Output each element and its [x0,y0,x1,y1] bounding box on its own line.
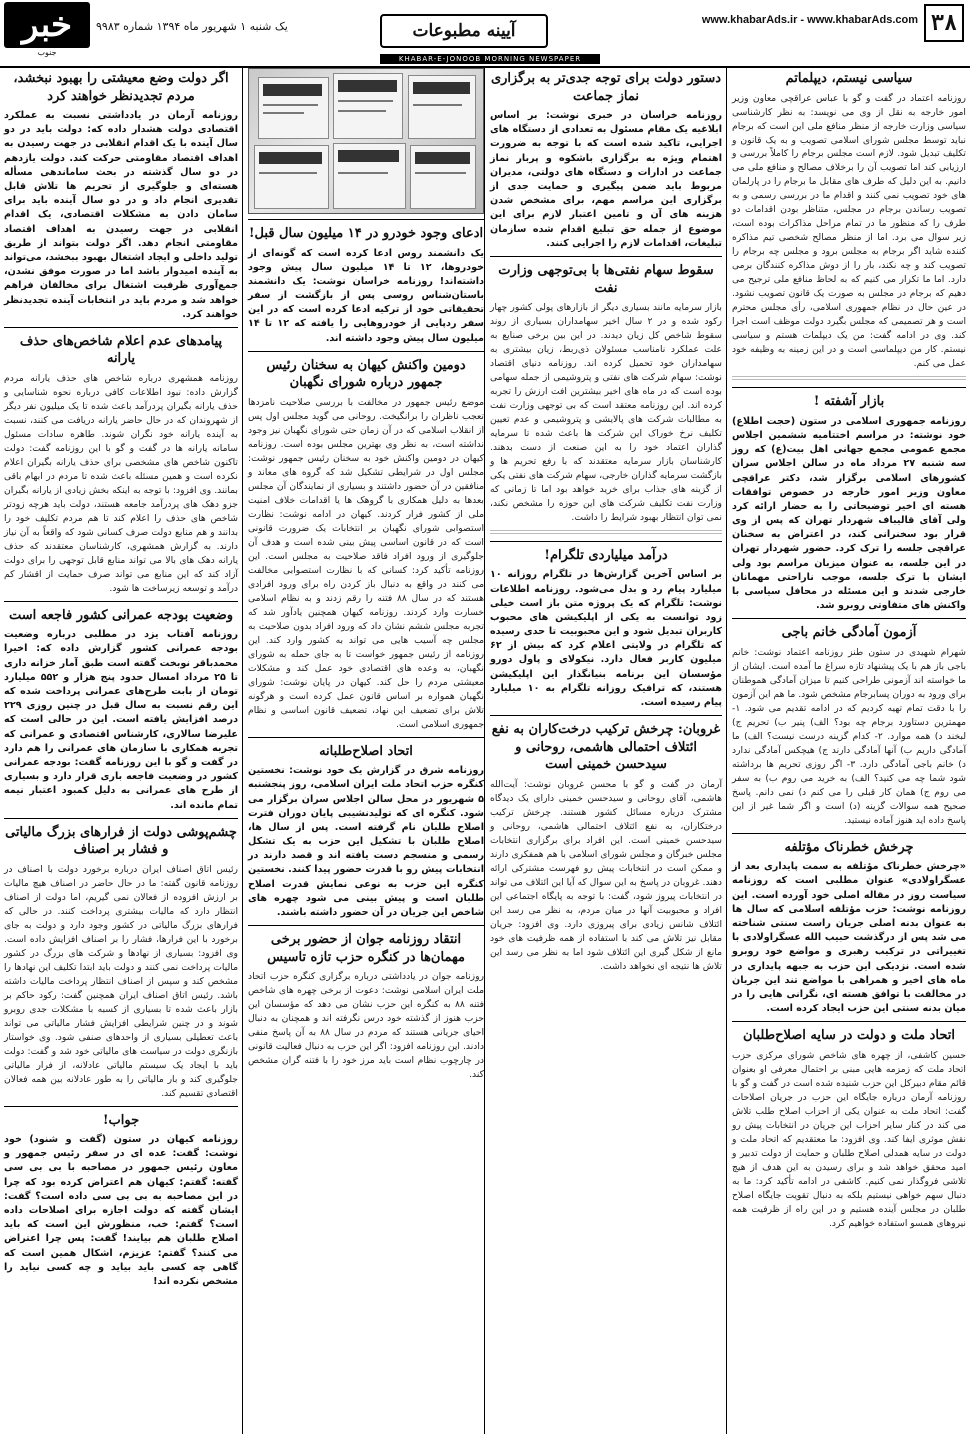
left-column [4,68,238,1294]
paper-line [259,172,317,174]
article-title: بازار آشفته ! [813,394,885,410]
right-column [732,68,966,1236]
paper-line [415,172,466,174]
article-title: دومین واکنش کیهان به سخنان رئیس جمهور درباره شورای نگهبان [266,357,466,391]
newspaper-thumb [333,73,403,139]
divider [248,737,484,738]
paper-masthead-shape [413,82,470,94]
paper-masthead-shape [338,150,399,162]
date-issue: یک شنبه ۱ شهریور ماه ۱۳۹۴ شماره ۹۹۸۳ [96,20,288,33]
divider [732,618,966,619]
newspaper-thumb [333,143,406,209]
newspaper-logo: خبر [4,2,90,48]
paper-line [263,104,318,106]
article-title: پیامدهای عدم اعلام شاخص‌های حذف یارانه [19,333,223,367]
divider [248,351,484,352]
article-body: شهرام شهیدی در ستون طنز روزنامه اعتماد نوشت: خانم باجی باز هم با یک پیشنهاد تازه سراغ ما آمده است. ایشان از ما خواسته اند آزمونی طراحی کنیم تا میزان آمادگی هموطنان برای ورود به دوران پسابرجام مشخص شود. ما هم این آزمون را با دقت تمام تهیه کردیم که در ادامه تقدیم می شود. ۱- مهمترین دستاورد برجام چه بود؟ الف) پنیر ب) تحریم ج) لبخند د) همه موارد. ۲- کدام گزینه درست نیست؟ الف) ما آمادگی داریم ب) آنها آمادگی دارند ج) هیچکس آمادگی ندارد د) خانم باجی آمادگی دارد. ۳- اگر روزی تحریم ها برداشته شود شما چه می کنید؟ الف) به خرید می روم ب) به سفر می روم ج) همان کار قبلی را می کنم د) نمی دانم. پاسخ صحیح همه سوالات گزینه (د) است و اگر شما غیر از این پاسخ داده اید هنوز آماده نیستید. [732,646,966,826]
divider [4,601,238,602]
divider [732,387,966,388]
article-lead: روزنامه جمهوری اسلامی در ستون (حجت اطلاع) خود نوشته: در مراسم اختتامیه ششمین اجلاس مجمع عمومی مجمع جهانی اهل بیت(ع) که روز سه شنبه ۲۷ مرداد ماه در سالن اجلاس سران کشورهای اسلامی برگزار شد، دکتر عراقچی معاون وزیر امور خارجه در خصوص توافقات هسته ای اخیر توضیحاتی را به حضار ارائه کرد ولی آقای قالیباف شهردار تهران که پس از وی قرار بود سخنرانی کند، در اعتراض به سخنان عراقچی جلسه را ترک کرد. حضور شهردار تهران در این جلسه، به عنوان میزبان مراسم بود ولی ایشان با ترک جلسه، موجب ناراحتی مهمانان خارجی شدند و این مسئله در محافل سیاسی با واکنش های متفاوتی روبرو شد. [732,415,966,612]
article-lead: «چرخش خطرناک مؤتلفه به سمت پایداری بعد از عسگراولادی» عنوان مطلبی است که روزنامه سیاست روز در مقاله اصلی خود آورده است. این روزنامه نوشت: حزب مؤتلفه اسلامی که سال ها به عنوان بدنه اصلی جریان راست سنتی شناخته می شد پس از درگذشت حبیب الله عسگراولادی با تغییراتی در ترکیب رهبری و مواضع خود روبرو شده است. نزدیکی این حزب به جبهه پایداری در ماه های اخیر و همراهی با مواضع تند این جریان در مخالفت با توافق هسته ای، نگرانی هایی را در میان بدنه سنتی این حزب ایجاد کرده است. [732,861,966,1015]
article-title: درآمد میلیاردی تلگرام! [544,547,668,563]
article-body: بازار سرمایه مانند بسیاری دیگر از بازارهای پولی کشور چهار رکود شده و در ۲ سال اخیر سهامداران بسیاری از روند سقوط شاخص کل زیان دیدند. در این بین برخی صنایع به علت عملکرد نامناسب مسئولان ذی‌ربط، زیان بیشتری به سهامداران خود تحمیل کرده اند. روزنامه دنیای اقتصاد نوشت: سهام شرکت های نفتی و پتروشیمی از جمله سهامی بوده است که در ماه های اخیر بیشترین افت ارزش را تجربه کرده اند. این روزنامه معتقد است که بی توجهی وزارت نفت به مطالبات شرکت های پالایشی و پتروشیمی و عدم تعیین تکلیف نرخ خوراک این شرکت ها باعث شده تا سرمایه گذاران اعتماد خود را به این صنعت از دست بدهند. کارشناسان بازار سرمایه معتقدند که با رفع تحریم ها و بازگشت سرمایه گذاران خارجی، سهام شرکت های نفتی یکی از گزینه های جذاب برای خرید خواهد بود اما تا زمانی که وزارت نفت تکلیف شرکت های این حوزه را مشخص نکند، نمی توان انتظار بهبود شرایط را داشت. [490,302,722,523]
logo-subtitle: جنوب [37,48,57,57]
divider [4,818,238,819]
article-body: روزنامه همشهری درباره شاخص های حذف یارانه مردم گزارش داده: نبود اطلاعات کافی درباره نحوه شناسایی و حذف یارانه بگیران پردرآمد باعث شده تا یک میلیون نفر دیگر از شهروندان که در حال حاضر یارانه دریافت می کنند، نسبت به آینده یارانه خود نگران شوند. طاهره سادات مسئول سامانه یارانه ها در گفت و گو با این روزنامه گفت: دولت تاکنون شاخص های مشخصی برای حذف یارانه بگیران اعلام نکرده است و همین مسئله باعث شده تا مردم در ابهام باقی بمانند. وی افزود: با توجه به اینکه بخش زیادی از یارانه بگیران جزو دهک های پردرآمد جامعه هستند، دولت باید هرچه زودتر شاخص های حذف را اعلام کند تا هم مردم تکلیف خود را بدانند و هم منابع دولت صرف کسانی شود که واقعاً به آن نیاز دارند. به گزارش همشهری، کارشناسان معتقدند که حذف یارانه دهک های بالا می تواند منابع قابل توجهی را برای دولت آزاد کند که این منابع می تواند صرف حمایت از اقشار کم درآمد و توسعه زیرساخت ها شود. [4,373,238,594]
paper-masthead-shape [259,152,322,164]
divider [732,1021,966,1022]
article-title: اتحاد اصلاح‌طلبانه [319,743,413,759]
article-body: آرمان در گفت و گو با محسن غروبان نوشت: آیت‌الله هاشمی، آقای روحانی و سیدحسن خمینی دارای یک دیدگاه مشترک درباره مسائل کشور هستند. چرخش ترکیب درختکاران، به نفع ائتلاف احتمالی هاشمی، روحانی و سیدحسن خمینی است. این افراد برای برگزاری انتخابات مجلس خبرگان و مجلس شورای اسلامی با هم همفکری دارند و ممکن است در انتخابات پیش رو فهرست مشترکی ارائه دهند. غروبان در پاسخ به این سوال که آیا این ائتلاف می تواند در انتخابات پیروز شود، گفت: با توجه به پایگاه اجتماعی این افراد و محبوبیت آنها در میان مردم، به نظر می رسد این ائتلاف شانس زیادی برای پیروزی دارد. وی افزود: جریان مقابل نیز تلاش می کند با استفاده از همه ظرفیت های خود مانع از شکل گیری این ائتلاف شود اما به نظر می رسد این تلاش ها نتیجه ای نخواهد داشت. [490,778,722,972]
article-title: دستور دولت برای توجه جدی‌تر به برگزاری نماز جماعت [490,71,722,104]
column-divider [242,68,243,1434]
article-lead: روزنامه خراسان در خبری نوشت: بر اساس ابلاغیه یک مقام مسئول به تعدادی از دستگاه های اجرایی، تاکید شده است که با توجه به ضرورت اهتمام ویژه به برگزاری باشکوه و پربار نماز جماعت در ادارات و دستگاه های دولتی، مدیران مربوط باید ضمن پیگیری و حمایت جدی از برگزاری این مراسم مهم، برای مشخص شدن هزینه های آن و تامین اعتبار لازم برای این موضوع از جمله حق تبلیغ اقدام شده سازمان تبلیغات، اقدامات لازم را اجرایی کنند. [490,110,722,249]
divider [732,833,966,834]
divider [490,715,722,716]
article-lead: روزنامه شرق در گزارش یک خود نوشت: نخستین کنگره حزب اتحاد ملت ایران اسلامی، روز پنجشنبه ۵ شهریور در محل سالن اجلاس سران برگزار می شود. کنگره ای که تولیدنشیبی پایان دوران فترت اصلاح طلبان نام گرفته است. پس از سال ها، اصلاح طلبان با تشکیل این حزب به یک تشکل رسمی و منسجم دست یافته اند و قصد دارند در انتخابات پیش رو با قدرت حضور پیدا کنند. نخستین کنگره این حزب به نوعی نمایش قدرت اصلاح طلبان است و پیش بینی می شود چهره های شاخص این جریان در آن حضور داشته باشند. [248,765,484,918]
article-lead: بر اساس آخرین گزارش‌ها در تلگرام روزانه ۱۰ میلیارد پیام رد و بدل می‌شود. روزنامه اطلاعات نوشت: تلگرام که یک پروژه متن باز است خیلی زود توانست به یکی از اپلیکیشن های محبوب کاربران تبدیل شود و این محبوبیت تا حدی رسیده که تلگرام در ولایتی اعلام کرد که بیش از ۶۲ میلیون کاربر فعال دارد. نیکولای و پاول دورو مؤسسان این برنامه بنیانگذار این اپلیکیشن هستند، که ترافیک روزانه تلگرام به ۱۰ میلیارد پیام رسیده است. [490,569,722,709]
article-body: روزنامه جوان در یادداشتی درباره برگزاری کنگره حزب اتحاد ملت ایران اسلامی نوشت: دعوت از برخی چهره های شاخص فتنه ۸۸ به کنگره این حزب نشان می دهد که مؤسسان این حزب هنوز از گذشته خود درس نگرفته اند و همچنان به دنبال احیای جریانی هستند که مردم در سال ۸۸ به آن پاسخ منفی دادند. این روزنامه افزود: اگر این حزب به دنبال فعالیت قانونی در چارچوب نظام است باید مرز خود را با فتنه گران مشخص کند. [248,971,485,1081]
site-url[interactable]: www.khabarAds.ir - www.khabarAds.com [701,14,918,26]
article-body: موضع رئیس جمهور در مخالفت با بررسی صلاحیت نامزدها تعجب ناظران را برانگیخت. روحانی می گوید مجلس اول پس از انقلاب اسلامی که در آن زمان حتی شورای نگهبان نیز وجود نداشته است، به نظر وی بهترین مجلس بوده است. روزنامه کیهان در دومین واکنش خود به سخنان رئیس جمهور نوشت: مجلس اول در شرایطی تشکیل شد که گروه های معاند و منافقین در آن حضور داشتند و بسیاری از نمایندگان آن مجلس بعدها به دلیل همکاری با گروهک ها یا اقدامات خلاف امنیت ملی از کشور فرار کردند. کیهان در ادامه نوشت: نظارت استصوابی شورای نگهبان بر انتخابات یک ضرورت قانونی است که در قانون اساسی پیش بینی شده است و هدف آن جلوگیری از ورود افراد فاقد صلاحیت به مجلس است. این روزنامه تأکید کرد: کسانی که با نظارت استصوابی مخالفت می کنند در واقع به دنبال باز کردن راه برای ورود افرادی هستند که در سال ۸۸ فتنه را رقم زدند و به نظام اسلامی خسارت وارد کردند. روزنامه کیهان همچنین یادآور شد که تجربه مجلس ششم نشان داد که ورود افراد بدون صلاحیت به مجلس چه آسیب هایی می تواند به کشور وارد کند. این روزنامه از رئیس جمهور خواست تا به جای حمله به شورای نگهبان، به وعده های اقتصادی خود عمل کند و مشکلات معیشتی مردم را حل کند. کیهان در پایان نوشت: شورای نگهبان همواره بر اساس قانون عمل کرده است و هرگونه تلاش برای تضعیف این نهاد، تضعیف قانون اساسی و نظام جمهوری اسلامی است. [248,396,484,730]
article-body: رئیس اتاق اصناف ایران درباره برخورد دولت با اصناف در روزنامه قانون گفته: ما در حال حاضر در اصناف هیچ مالیات بر ارزش افزوده از فعالان نمی گیریم، اما دولت از اصناف انتظار دارد که مالیات بیشتری پرداخت کنند. در حالی که فرارهای بزرگ مالیاتی در کشور وجود دارد و دولت به جای برخورد با این فرارها، فشار را بر اصناف افزایش داده است. وی افزود: بسیاری از نهادها و شرکت های بزرگ در کشور مالیات پرداخت نمی کنند و دولت باید ابتدا تکلیف این نهادها را مشخص کند و سپس از اصناف انتظار پرداخت مالیات داشته باشد. رئیس اتاق اصناف ایران همچنین گفت: رکود حاکم بر بازار باعث شده تا بسیاری از کسبه با مشکلات جدی روبرو شوند و در چنین شرایطی افزایش فشار مالیاتی می تواند باعث تعطیلی بسیاری از واحدهای صنفی شود. وی خواستار بازنگری دولت در سیاست های مالیاتی خود شد و گفت: دولت باید با ایجاد یک سیستم مالیاتی عادلانه، از فرار مالیاتی جلوگیری کند و بار مالیاتی را به طور عادلانه بین همه فعالان اقتصادی تقسیم کند. [4,863,238,1099]
article-title: سقوط سهام نفتی‌ها با بی‌توجهی وزارت نفت [498,262,714,296]
article-title: ادعای وجود خودرو در ۱۴ میلیون سال قبل! [248,226,484,241]
article-title: غروبان: چرخش ترکیب درخت‌کاران به نفع ائتلاف احتمالی هاشمی، روحانی و سیدحسن خمینی است [491,722,721,773]
divider [248,925,484,926]
newspaper-thumb [410,145,476,209]
article-title: اگر دولت وضع معیشتی را بهبود نبخشد، مردم تجدیدنظر خواهند کرد [13,71,229,104]
article-title: سیاسی نیستم، دیپلماتم [785,71,913,86]
article-lead: روزنامه کیهان در ستون (گفت و شنود) خود نوشت: گفت: عده ای در سفر رئیس جمهور و معاون رئیس جمهور در مصاحبه با بی بی سی گفته: گفتم: کیهان هم اعتراض کرده بود که چرا در این مصاحبه به بی بی سی داده است؟ گفت: ایشان گفته که دولت اجازه برای اصلاحات داده است؟ گفتم: خب، منظورش این است که باید اصلاح طلبان هم بیایند! گفت: پس چرا اعتراض می کنند؟ گفتم: عزیزم، اشکال همین است که گاهی چه کسی باید بیاید و چه کسی نیاید را مشخص نکرده اند! [4,1134,238,1287]
article-body: روزنامه اعتماد در گفت و گو با عباس عراقچی معاون وزیر امور خارجه به نقل از وی می نویسد: به نظر کارشناسی سیاسی وزارت خارجه از منظر منافع ملی این است که برجام نباید توسط مجلس شورای اسلامی تصویب و به یک قانون و تکلیف تبدیل شود. لازم است مجلس برجام را کاملاً بررسی و ارزیابی کند اما تصویب آن را برخلاف مصالح و منافع ملی می دانیم. به این دلیل که طرف های مقابل ما برجام را در پارلمان های خود تصویب نمی کنند و اقدام ما در بررسی رسمی و به تصویب رساندن برجام در مجلس، متناظر بودن اقدامات دو طرف را که منظور ما در تمام مراحل مذاکرات بوده است، زیر سوال می برد. اما از منظر مصالح شخصی تیم مذاکره کننده شاید اگر برجام به مجلس برود و مجلس چه برجام را تصویب کند و چه نکند، بار را از دوش مذاکره کنندگان برمی دارد. اما ما تکرار می کنیم که به لحاظ منافع ملی ترجیح می دهیم که برجام در مجلس به صورت یک قانون تصویب نشود. در عین حال در نظام جمهوری اسلامی، رأی مجلس محترم است و هر تصمیمی که مجلس بگیرد دولت موظف است اجرا کند. وی در ادامه گفت: من یک دیپلمات هستم و سیاسی نیستم. کار من دیپلماسی است و در این زمینه به وظیفه خود عمل می کنم. [732,92,966,370]
divider [490,256,722,257]
article-title: آزمون آمادگی خانم باجی [781,625,917,641]
article-title: جواب! [102,1112,140,1128]
divider [248,219,484,220]
article-lead: یک دانشمند روس ادعا کرده است که گونه‌ای از خودروها، ۱۲ تا ۱۴ میلیون سال پیش وجود داشته‌اند! روزنامه خراسان نوشت: یک دانشمند باستان‌شناس روسی پس از بازگشت از سفر تحقیقاتی خود از ترکیه ادعا کرده است که در این سفر ردپایی از خودروهایی را یافته که ۱۲ تا ۱۴ میلیون سال پیش وجود داشته اند. [248,247,484,344]
paper-line [338,100,393,102]
paper-line [338,172,387,174]
article-lead: روزنامه آرمان در یادداشتی نسبت به عملکرد اقتصادی دولت هشدار داده که: دولت باید در دو سال آینده با یک اقدام انقلابی در جهت رسیدن به اهداف اقتصاد مقاومتی حرکت کند. دولت یازدهم در دو سال گذشته در بحث ساماندهی مسأله هسته‌ای و جلوگیری از تحریم ها تلاش قابل تقدیری انجام داد و در دو سال آینده باید برای سامان دادن به مشکلات اقتصادی، یک اقدام انقلابی در جهت رسیدن به اهداف اقتصاد مقاومتی انجام دهد. اگر دولت بتواند از طریق تولید داخلی و ایجاد اشتغال بهبود ببخشد، می‌تواند به آینده امیدوار باشد اما در صورت موفق نشدن، جمع‌آوری ظرفیت اشتغال برای مخالفان فراهم خواهد شد و مردم باید در انتخابات آینده تجدیدنظر خواهند کرد. [4,110,238,320]
paper-masthead-shape [338,80,397,92]
article-title: انتقاد روزنامه جوان از حضور برخی مهمان‌ها در کنگره حزب تازه تاسیس [267,932,465,965]
masthead [0,0,970,66]
text-filler [732,376,966,382]
newspaper-thumb [254,145,329,209]
paper-line [338,110,386,112]
divider [490,541,722,542]
article-body: حسین کاشفی، از چهره های شاخص شورای مرکزی حزب اتحاد ملت که زمزمه هایی مبنی بر احتمال معرفی او بعنوان قائم مقام دبیرکل این حزب شنیده شده است در گفت و گو با روزنامه آرمان درباره جایگاه این حزب در جریان اصلاحات گفت: اتحاد ملت به عنوان یکی از احزاب اصلاح طلب تلاش می کند در کنار سایر احزاب این جریان در انتخابات پیش رو نقش موثری ایفا کند. وی افزود: ما معتقدیم که اتحاد ملت و دولت در سایه همدلی اصلاح طلبان و حمایت از دولت تدبیر و امید محقق خواهد شد و برای رسیدن به این هدف از هیچ تلاشی فروگذار نمی کنیم. کاشفی در ادامه تأکید کرد: ما به دنبال سهم خواهی نیستیم بلکه به دنبال تقویت جایگاه اصلاح طلبان در مجلس آینده هستیم و در این راه از ظرفیت همه نیروهای همسو استفاده خواهیم کرد. [732,1049,966,1229]
paper-masthead-shape [415,152,470,164]
column-divider [484,68,485,1434]
column-divider [726,68,727,1434]
page-number: ۳۸ [924,4,964,42]
middle-column [490,68,722,979]
article-title: وضعیت بودجه عمرانی کشور فاجعه است [8,607,234,623]
tagline: KHABAR-E-JONOOB MORNING NEWSPAPER [380,54,600,64]
article-lead: روزنامه آفتاب یزد در مطلبی درباره وضعیت بودجه عمرانی کشور گزارش داده که: اخیرا محمدباقر نوبخت گفته است طبق آمار خزانه داری تا ۲۵ مرداد امسال حدود پنج هزار و ۵۵۲ میلیارد تومان از بابت طرح‌های عمرانی پرداخت شده که این رقم نسبت به سال قبل در چنین روزی ۲۲۹ درصد افزایش یافته است. این در حالی است که علیرضا سالاری، کارشناس اقتصادی و عمرانی که تجربه همکاری با سازمان های عمرانی را هم دارد در گفت و گو با این روزنامه گفت: بودجه عمرانی کشور در وضعیت فاجعه باری قرار دارد و بسیاری از طرح های عمرانی به دلیل کمبود اعتبار نیمه تمام مانده اند. [4,629,239,811]
paper-masthead-shape [263,84,322,96]
photo-column [248,68,484,1087]
newspaper-stand-photo [248,68,484,214]
section-title: آیینه مطبوعات [380,14,548,48]
article-title: اتحاد ملت و دولت در سایه اصلاح‌طلبان [742,1028,956,1044]
divider [4,1106,238,1107]
newspaper-thumb [258,77,328,139]
divider [4,327,238,328]
article-title: چرخش خطرناک مؤتلفه [784,839,914,855]
newspaper-thumb [408,75,476,139]
text-filler [490,530,722,536]
paper-line [413,104,462,106]
paper-line [263,112,304,114]
article-title: چشم‌پوشی دولت از فرارهای بزرگ مالیاتی و فشار بر اصناف [5,824,237,858]
